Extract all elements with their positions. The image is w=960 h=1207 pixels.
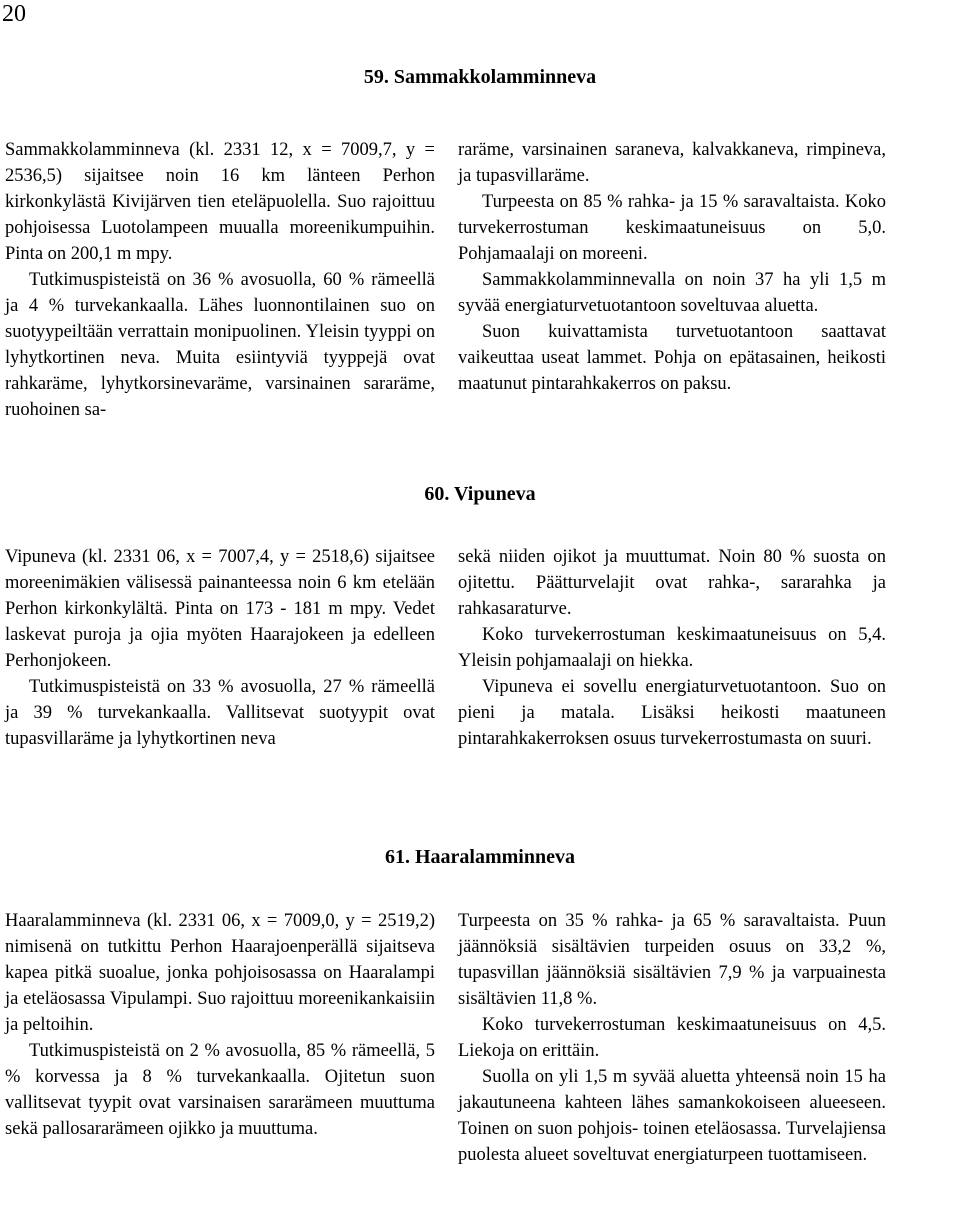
paragraph: Koko turvekerrostuman keskimaatuneisuus on 4,5. Liekoja on erittäin. [458, 1015, 886, 1061]
paragraph: Tutkimuspisteistä on 36 % avosuolla, 60 % rämeellä ja 4 % turvekankaalla. Lähes luonnontilainen suo on suotyypeiltään verrattain monipuolinen. Yleisin tyyppi on lyhytkortinen neva. Muita esiintyviä tyyppejä ovat rahkaräme, lyhytkorsinevaräme, varsinainen sararäme, ruohoinen sa- [5, 270, 435, 420]
paragraph: Tutkimuspisteistä on 2 % avosuolla, 85 % rämeellä, 5 % korvessa ja 8 % turvekankaalla. Ojitetun suon vallitsevat tyypit ovat varsinaisen sararämeen muuttuma sekä pallosararämeen ojikko ja muuttuma. [5, 1041, 435, 1139]
paragraph: Vipuneva ei sovellu energiaturvetuotantoon. Suo on pieni ja matala. Lisäksi heikosti maatuneen pintarahkakerroksen osuus turvekerrostumasta on suuri. [458, 677, 886, 749]
paragraph: Suolla on yli 1,5 m syvää aluetta yhteensä noin 15 ha jakautuneena kahteen lähes samankokoiseen alueeseen. Toinen on suon pohjois- toinen eteläosassa. Turvelajiensa puolesta alueet soveltuvat energiaturpeen tuottamiseen. [458, 1067, 886, 1165]
section-60-right-column [458, 544, 886, 752]
section-title-61: 61. Haaralamminneva [385, 846, 575, 868]
section-title-59: 59. Sammakkolamminneva [363, 66, 597, 88]
page-number: 20 [2, 1, 26, 27]
paragraph: Sammakkolamminneva (kl. 2331 12, x = 7009,7, y = 2536,5) sijaitsee noin 16 km länteen Perhon kirkonkylästä Kivijärven tien eteläpuolella. Suo rajoittuu pohjoisessa Luotolampeen muualla moreenikumpuihin. Pinta on 200,1 m mpy. [5, 140, 435, 264]
section-59-right-column [458, 137, 886, 397]
paragraph: Turpeesta on 35 % rahka- ja 65 % saravaltaista. Puun jäännöksiä sisältävien turpeiden osuus on 33,2 %, tupasvillan jäännöksiä sisältävien 7,9 % ja varpuainesta sisältävien 11,8 %. [458, 911, 886, 1009]
paragraph: Turpeesta on 85 % rahka- ja 15 % saravaltaista. Koko turvekerrostuman keskimaatuneisuus on 5,0. Pohjamaalaji on moreeni. [458, 192, 886, 264]
section-61-left-column [5, 908, 435, 1142]
section-61-right-column [458, 908, 886, 1168]
section-60-left-column [5, 544, 435, 752]
paragraph: Vipuneva (kl. 2331 06, x = 7007,4, y = 2518,6) sijaitsee moreenimäkien välisessä painanteessa noin 6 km etelään Perhon kirkonkylältä. Pinta on 173 - 181 m mpy. Vedet laskevat puroja ja ojia myöten Haarajokeen ja edelleen Perhonjokeen. [5, 547, 435, 671]
paragraph: Sammakkolamminnevalla on noin 37 ha yli 1,5 m syvää energiaturvetuotantoon soveltuvaa aluetta. [458, 270, 886, 316]
paragraph: Tutkimuspisteistä on 33 % avosuolla, 27 % rämeellä ja 39 % turvekankaalla. Vallitsevat suotyypit ovat tupasvillaräme ja lyhytkortinen neva [5, 677, 435, 749]
paragraph: raräme, varsinainen saraneva, kalvakkaneva, rimpineva, ja tupasvillaräme. [458, 140, 886, 186]
paragraph: Haaralamminneva (kl. 2331 06, x = 7009,0, y = 2519,2) nimisenä on tutkittu Perhon Haarajoenperällä sijaitseva kapea pitkä suoalue, jonka pohjoisosassa on Haaralampi ja eteläosassa Vipulampi. Suo rajoittuu moreenikankaisiin ja peltoihin. [5, 911, 435, 1035]
paragraph: Koko turvekerrostuman keskimaatuneisuus on 5,4. Yleisin pohjamaalaji on hiekka. [458, 625, 886, 671]
section-title-60: 60. Vipuneva [424, 483, 536, 505]
section-59-left-column [5, 137, 435, 423]
paragraph: sekä niiden ojikot ja muuttumat. Noin 80 % suosta on ojitettu. Päätturvelajit ovat rahka-, sararahka ja rahkasaraturve. [458, 547, 886, 619]
paragraph: Suon kuivattamista turvetuotantoon saattavat vaikeuttaa useat lammet. Pohja on epätasainen, heikosti maatunut pintarahkakerros on paksu. [458, 322, 886, 394]
